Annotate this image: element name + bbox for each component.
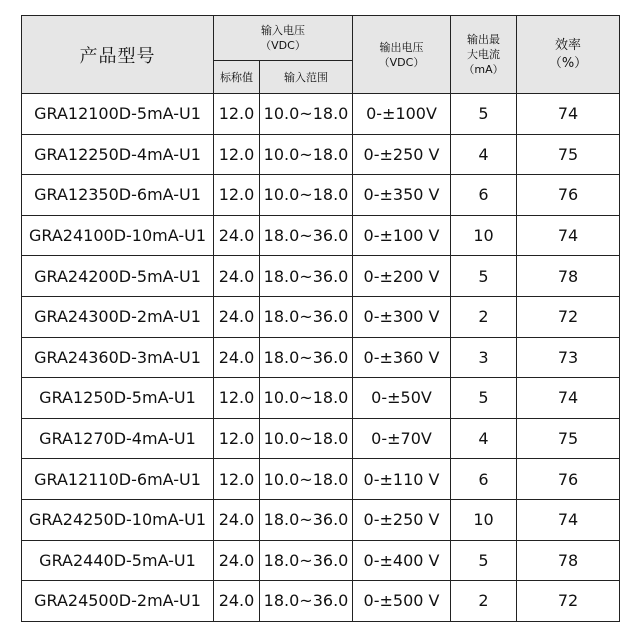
cell-output-voltage: 0-±200 V <box>353 256 451 297</box>
cell-model: GRA12110D-6mA-U1 <box>22 459 214 500</box>
header-max-current-line1: 输出最 <box>467 33 500 46</box>
cell-model: GRA24360D-3mA-U1 <box>22 337 214 378</box>
cell-output-voltage: 0-±250 V <box>353 499 451 540</box>
table-row <box>22 134 620 175</box>
cell-nominal: 24.0 <box>214 296 260 337</box>
spec-table <box>21 15 620 622</box>
table-row <box>22 296 620 337</box>
cell-model: GRA1250D-5mA-U1 <box>22 378 214 419</box>
cell-input-range: 10.0~18.0 <box>260 175 353 216</box>
cell-model: GRA12100D-5mA-U1 <box>22 94 214 135</box>
cell-nominal: 12.0 <box>214 418 260 459</box>
header-input-voltage <box>214 16 353 61</box>
cell-max-current: 6 <box>451 175 517 216</box>
cell-efficiency: 75 <box>517 134 620 175</box>
cell-output-voltage: 0-±110 V <box>353 459 451 500</box>
cell-model: GRA1270D-4mA-U1 <box>22 418 214 459</box>
cell-input-range: 10.0~18.0 <box>260 378 353 419</box>
cell-nominal: 24.0 <box>214 581 260 622</box>
header-input-voltage-label: 输入电压 <box>261 24 305 37</box>
cell-output-voltage: 0-±250 V <box>353 134 451 175</box>
cell-output-voltage: 0-±360 V <box>353 337 451 378</box>
cell-max-current: 5 <box>451 540 517 581</box>
table-row <box>22 459 620 500</box>
table-row <box>22 540 620 581</box>
spec-table-container <box>21 15 620 622</box>
cell-input-range: 18.0~36.0 <box>260 499 353 540</box>
cell-max-current: 5 <box>451 94 517 135</box>
cell-efficiency: 72 <box>517 296 620 337</box>
cell-max-current: 3 <box>451 337 517 378</box>
cell-input-range: 18.0~36.0 <box>260 256 353 297</box>
cell-max-current: 5 <box>451 378 517 419</box>
header-efficiency <box>517 16 620 94</box>
cell-nominal: 12.0 <box>214 94 260 135</box>
cell-model: GRA24250D-10mA-U1 <box>22 499 214 540</box>
cell-efficiency: 74 <box>517 499 620 540</box>
cell-model: GRA24500D-2mA-U1 <box>22 581 214 622</box>
cell-model: GRA2440D-5mA-U1 <box>22 540 214 581</box>
cell-output-voltage: 0-±100 V <box>353 215 451 256</box>
table-row <box>22 378 620 419</box>
cell-efficiency: 76 <box>517 175 620 216</box>
table-row <box>22 256 620 297</box>
cell-efficiency: 78 <box>517 256 620 297</box>
cell-output-voltage: 0-±500 V <box>353 581 451 622</box>
cell-efficiency: 74 <box>517 215 620 256</box>
cell-max-current: 5 <box>451 256 517 297</box>
table-row <box>22 94 620 135</box>
cell-nominal: 24.0 <box>214 540 260 581</box>
cell-output-voltage: 0-±50V <box>353 378 451 419</box>
cell-efficiency: 76 <box>517 459 620 500</box>
cell-max-current: 10 <box>451 215 517 256</box>
cell-max-current: 2 <box>451 581 517 622</box>
table-row <box>22 337 620 378</box>
header-max-current <box>451 16 517 94</box>
header-output-voltage-label: 输出电压 <box>379 40 424 54</box>
cell-max-current: 6 <box>451 459 517 500</box>
cell-input-range: 18.0~36.0 <box>260 540 353 581</box>
table-header <box>22 16 620 94</box>
cell-efficiency: 78 <box>517 540 620 581</box>
cell-max-current: 4 <box>451 134 517 175</box>
cell-model: GRA24300D-2mA-U1 <box>22 296 214 337</box>
header-input-voltage-unit: （VDC） <box>260 39 306 52</box>
cell-efficiency: 74 <box>517 378 620 419</box>
table-row <box>22 581 620 622</box>
header-output-voltage <box>353 16 451 94</box>
cell-efficiency: 74 <box>517 94 620 135</box>
header-input-range: 输入范围 <box>260 61 353 94</box>
cell-nominal: 24.0 <box>214 499 260 540</box>
cell-output-voltage: 0-±400 V <box>353 540 451 581</box>
header-max-current-line2: 大电流 <box>467 48 500 61</box>
cell-max-current: 2 <box>451 296 517 337</box>
header-efficiency-label: 效率 <box>554 37 581 53</box>
cell-model: GRA12250D-4mA-U1 <box>22 134 214 175</box>
cell-model: GRA24100D-10mA-U1 <box>22 215 214 256</box>
cell-max-current: 4 <box>451 418 517 459</box>
cell-efficiency: 75 <box>517 418 620 459</box>
cell-output-voltage: 0-±100V <box>353 94 451 135</box>
header-nominal: 标称值 <box>214 61 260 94</box>
cell-input-range: 10.0~18.0 <box>260 418 353 459</box>
cell-input-range: 10.0~18.0 <box>260 459 353 500</box>
cell-model: GRA12350D-6mA-U1 <box>22 175 214 216</box>
table-row <box>22 175 620 216</box>
cell-nominal: 12.0 <box>214 134 260 175</box>
table-row <box>22 499 620 540</box>
cell-input-range: 18.0~36.0 <box>260 215 353 256</box>
cell-input-range: 10.0~18.0 <box>260 134 353 175</box>
cell-output-voltage: 0-±350 V <box>353 175 451 216</box>
cell-max-current: 10 <box>451 499 517 540</box>
cell-nominal: 12.0 <box>214 378 260 419</box>
cell-nominal: 24.0 <box>214 337 260 378</box>
table-row <box>22 418 620 459</box>
table-body <box>22 94 620 622</box>
cell-input-range: 18.0~36.0 <box>260 337 353 378</box>
header-model: 产品型号 <box>22 16 214 94</box>
cell-output-voltage: 0-±70V <box>353 418 451 459</box>
cell-input-range: 18.0~36.0 <box>260 581 353 622</box>
cell-model: GRA24200D-5mA-U1 <box>22 256 214 297</box>
cell-input-range: 18.0~36.0 <box>260 296 353 337</box>
header-max-current-unit: （mA） <box>463 63 504 76</box>
cell-nominal: 12.0 <box>214 459 260 500</box>
cell-nominal: 12.0 <box>214 175 260 216</box>
cell-input-range: 10.0~18.0 <box>260 94 353 135</box>
header-efficiency-unit: （%） <box>548 55 588 71</box>
cell-efficiency: 73 <box>517 337 620 378</box>
cell-output-voltage: 0-±300 V <box>353 296 451 337</box>
cell-nominal: 24.0 <box>214 215 260 256</box>
table-row <box>22 215 620 256</box>
header-output-voltage-unit: （VDC） <box>378 55 425 69</box>
cell-nominal: 24.0 <box>214 256 260 297</box>
cell-efficiency: 72 <box>517 581 620 622</box>
